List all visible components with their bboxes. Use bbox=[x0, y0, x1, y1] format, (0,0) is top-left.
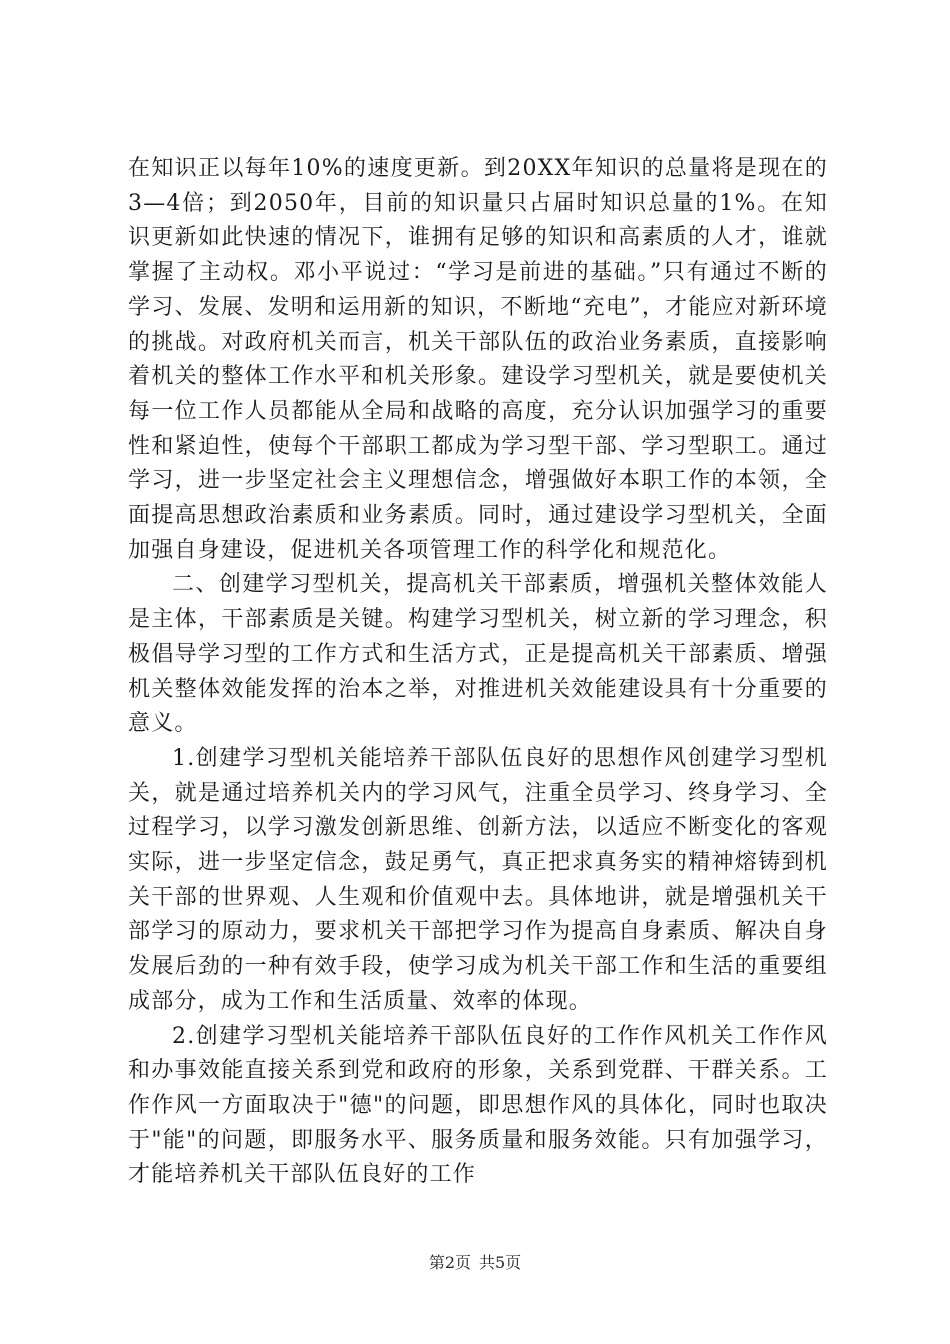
paragraph-item-one: 1.创建学习型机关能培养干部队伍良好的思想作风创建学习型机关，就是通过培养机关内的学习风气，注重全员学习、终身学习、全过程学习，以学习激发创新思维、创新方法，以适应不断变化的客观实际，进一步坚定信念，鼓足勇气，真正把求真务实的精神熔铸到机关干部的世界观、人生观和价值观中去。具体地讲，就是增强机关干部学习的原动力，要求机关干部把学习作为提高自身素质、解决自身发展后劲的一种有效手段，使学习成为机关干部工作和生活的重要组成部分，成为工作和生活质量、效率的体现。 bbox=[128, 745, 828, 1014]
paragraph-section-two: 二、创建学习型机关，提高机关干部素质，增强机关整体效能人是主体，干部素质是关键。构建学习型机关，树立新的学习理念，积极倡导学习型的工作方式和生活方式，正是提高机关干部素质、增强机关整体效能发挥的治本之举，对推进机关效能建设具有十分重要的意义。 bbox=[128, 572, 828, 737]
document-body bbox=[128, 152, 828, 1193]
page-footer bbox=[0, 1250, 950, 1273]
paragraph-continuation: 在知识正以每年10%的速度更新。到20XX年知识的总量将是现在的3—4倍；到2050年，目前的知识量只占届时知识总量的1%。在知识更新如此快速的情况下，谁拥有足够的知识和高素质的人才，谁就掌握了主动权。邓小平说过：“学习是前进的基础。”只有通过不断的学习、发展、发明和运用新的知识，不断地“充电”，才能应对新环境的挑战。对政府机关而言，机关干部队伍的政治业务素质，直接影响着机关的整体工作水平和机关形象。建设学习型机关，就是要使机关每一位工作人员都能从全局和战略的高度，充分认识加强学习的重要性和紧迫性，使每个干部职工都成为学习型干部、学习型职工。通过学习，进一步坚定社会主义理想信念，增强做好本职工作的本领，全面提高思想政治素质和业务素质。同时，通过建设学习型机关，全面加强自身建设，促进机关各项管理工作的科学化和规范化。 bbox=[128, 156, 828, 563]
paragraph-item-two: 2.创建学习型机关能培养干部队伍良好的工作作风机关工作作风和办事效能直接关系到党和政府的形象，关系到党群、干群关系。工作作风一方面取决于"德"的问题，即思想作风的具体化，同时也取决于"能"的问题，即服务水平、服务质量和服务效能。只有加强学习，才能培养机关干部队伍良好的工作 bbox=[128, 1023, 828, 1188]
current-page-label: 第2页 bbox=[428, 1253, 471, 1272]
total-pages-label: 共5页 bbox=[479, 1253, 522, 1272]
